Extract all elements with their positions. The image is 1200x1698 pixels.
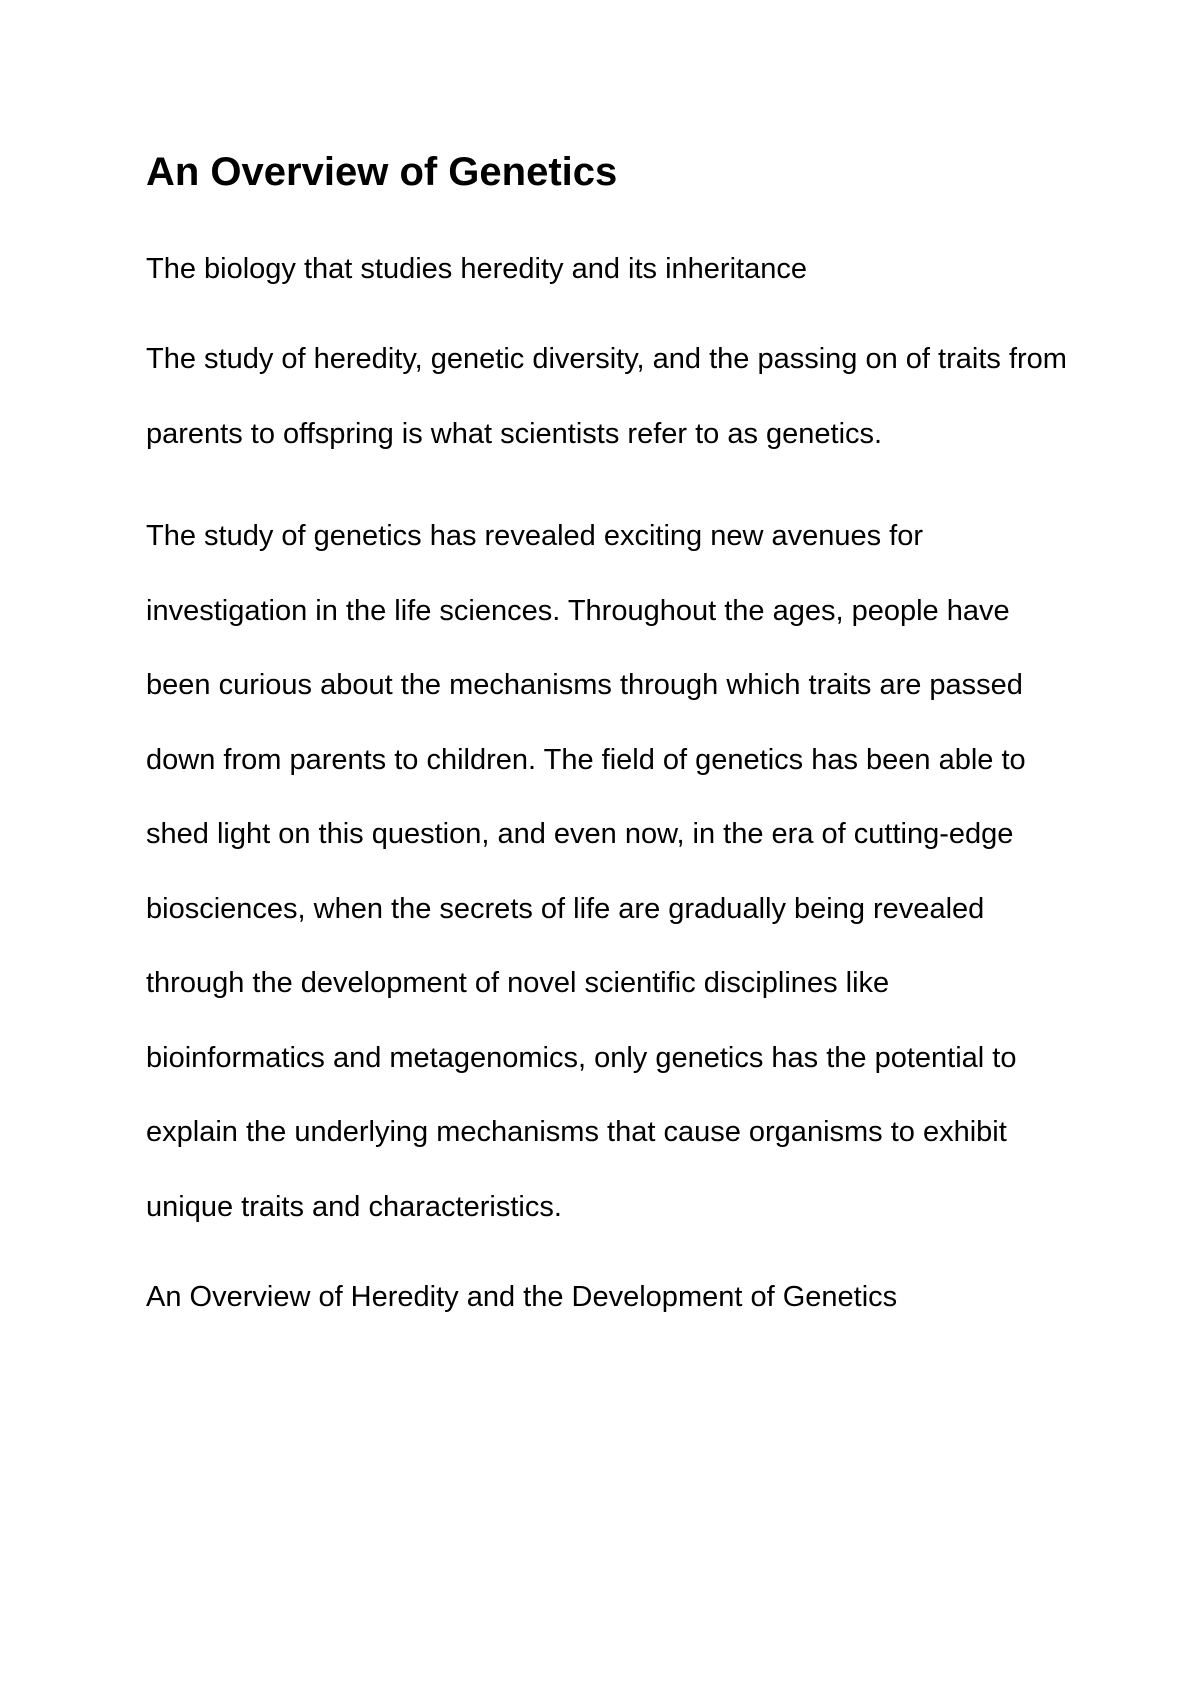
paragraph-definition: The study of heredity, genetic diversity, and the passing on of traits from parents to offspring is what scientists refer to as genetics. (146, 343, 1067, 450)
document-subtitle: The biology that studies heredity and its inheritance (146, 253, 807, 285)
document-content (146, 140, 1076, 1322)
document-title: An Overview of Genetics (146, 150, 618, 194)
paragraph-introduction: The study of genetics has revealed exciting new avenues for investigation in the life sciences. Throughout the ages, people have been curious about the mechanisms through which traits are passed down from parents to children. The field of genetics has been able to shed light on this question, and even now, in the era of cutting-edge biosciences, when the secrets of life are gradually being revealed through the development of novel scientific disciplines like bioinformatics and metagenomics, only genetics has the potential to explain the underlying mechanisms that cause organisms to exhibit unique traits and characteristics. (146, 520, 1026, 1223)
section-heading: An Overview of Heredity and the Development of Genetics (146, 1281, 898, 1313)
